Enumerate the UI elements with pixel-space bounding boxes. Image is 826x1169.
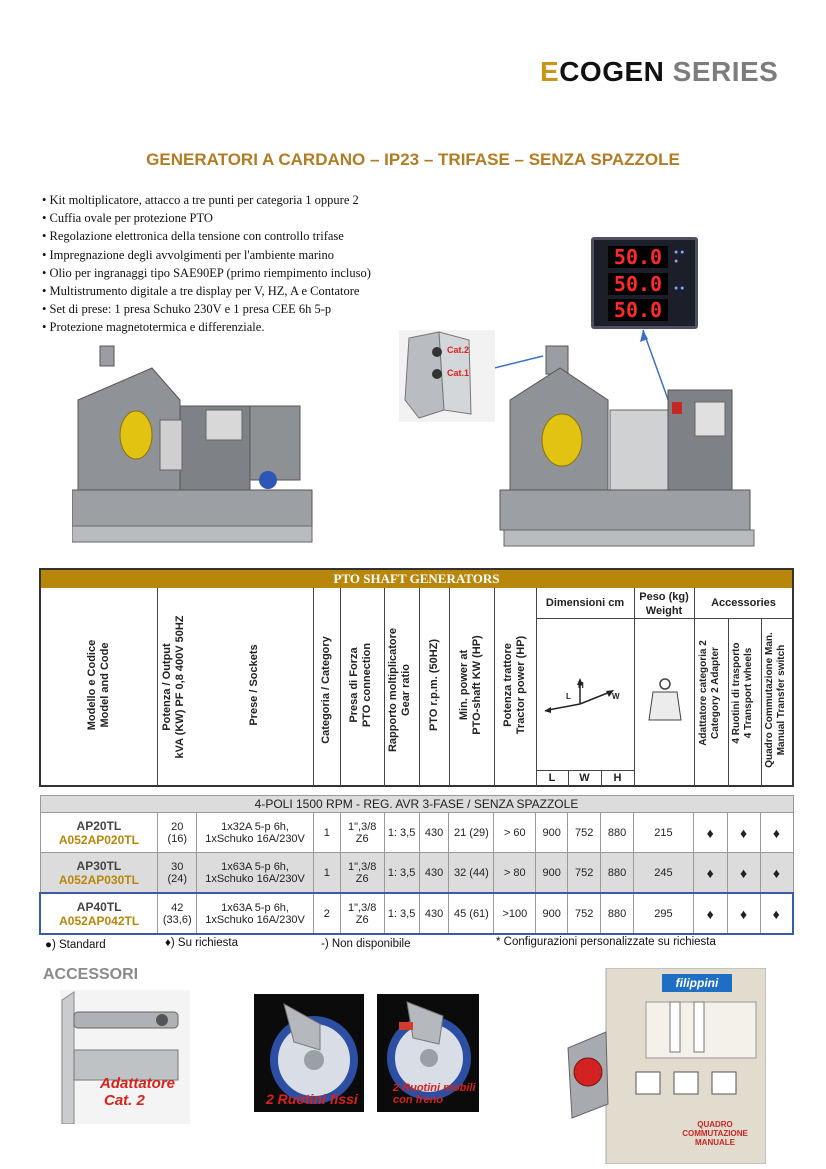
table-row bbox=[40, 813, 793, 853]
length-cell: 900 bbox=[536, 853, 568, 894]
header-sockets: Prese / Sockets bbox=[248, 644, 260, 726]
mobile-wheels-caption: 2 Ruotini mobili con freno bbox=[393, 1082, 476, 1106]
dim-col-w: W bbox=[579, 772, 590, 784]
table-row bbox=[40, 853, 793, 894]
display-reading-a: 50.0 bbox=[608, 299, 668, 321]
header-tractor: Potenza trattore Tractor power (HP) bbox=[502, 635, 527, 735]
acc-adapter-cell: ♦ bbox=[693, 853, 727, 894]
header-rpm: PTO r.p.m. (50HZ) bbox=[428, 638, 440, 732]
axis-l-label: L bbox=[566, 692, 571, 701]
model-cell: AP30TL A052AP030TL bbox=[40, 853, 158, 894]
transfer-switch-image bbox=[566, 968, 766, 1164]
axis-w-label: W bbox=[612, 692, 620, 701]
category-cell: 1 bbox=[313, 813, 340, 853]
minpower-cell: 45 (61) bbox=[449, 893, 494, 934]
sockets-cell: 1x63A 5-p 6h, 1xSchuko 16A/230V bbox=[197, 893, 314, 934]
brand-main: COGEN bbox=[559, 56, 665, 87]
sockets-cell: 1x63A 5-p 6h, 1xSchuko 16A/230V bbox=[197, 853, 314, 894]
header-pto: Presa di Forza PTO connection bbox=[348, 642, 373, 728]
length-cell: 900 bbox=[536, 893, 568, 934]
spec-table bbox=[39, 795, 794, 935]
header-accessories: Accessories bbox=[711, 597, 776, 609]
brand-initial: E bbox=[540, 56, 560, 87]
dim-col-l: L bbox=[548, 772, 556, 784]
power-cell: 20 (16) bbox=[158, 813, 197, 853]
header-dimensions: Dimensioni cm bbox=[545, 597, 625, 609]
legend-not-available: -) Non disponibile bbox=[321, 938, 411, 950]
panel-caption: QUADRO COMMUTAZIONE MANUALE bbox=[682, 1120, 748, 1147]
model-cell: AP40TL A052AP042TL bbox=[40, 893, 158, 934]
feature-item: • Kit moltiplicatore, attacco a tre punti per categoria 1 oppure 2 bbox=[42, 191, 371, 209]
pto-cell: 1",3/8 Z6 bbox=[340, 813, 384, 853]
header-model: Modello e Codice Model and Code bbox=[86, 639, 111, 731]
feature-item: • Set di prese: 1 presa Schuko 230V e 1 presa CEE 6h 5-p bbox=[42, 300, 371, 318]
cat2-label: Cat.2 bbox=[447, 345, 470, 355]
feature-item: • Olio per ingranaggi tipo SAE90EP (primo riempimento incluso) bbox=[42, 264, 371, 282]
acc-wheels-cell: ♦ bbox=[727, 853, 760, 894]
panel-brand: filippini bbox=[662, 974, 732, 992]
generator-left-image bbox=[72, 340, 322, 550]
brand-series: SERIES bbox=[672, 56, 779, 87]
header-category: Categoria / Category bbox=[320, 636, 332, 744]
power-cell: 30 (24) bbox=[158, 853, 197, 894]
height-cell: 880 bbox=[601, 853, 634, 894]
weight-icon bbox=[645, 676, 685, 724]
adapter-image bbox=[60, 990, 190, 1124]
generator-right-image bbox=[490, 340, 765, 552]
height-cell: 880 bbox=[601, 893, 634, 934]
acc-adapter-cell: ♦ bbox=[693, 893, 727, 934]
dim-col-h: H bbox=[613, 772, 622, 784]
power-cell: 42 (33,6) bbox=[158, 893, 197, 934]
accessories-title: ACCESSORI bbox=[43, 966, 139, 983]
length-cell: 900 bbox=[536, 813, 568, 853]
feature-item: • Protezione magnetotermica e differenziale. bbox=[42, 318, 371, 336]
display-reading-hz: 50.0 bbox=[608, 273, 668, 295]
gear-cell: 1: 3,5 bbox=[384, 893, 419, 934]
weight-cell: 215 bbox=[634, 813, 694, 853]
table-row bbox=[40, 893, 793, 934]
feature-item: • Cuffia ovale per protezione PTO bbox=[42, 209, 371, 227]
category-cell: 2 bbox=[313, 893, 340, 934]
page-title: GENERATORI A CARDANO – IP23 – TRIFASE – SENZA SPAZZOLE bbox=[146, 150, 680, 169]
header-minpower: Min. power at PTO-shaft KW (HP) bbox=[458, 635, 483, 735]
rpm-cell: 430 bbox=[419, 893, 449, 934]
gear-cell: 1: 3,5 bbox=[384, 813, 419, 853]
tractor-cell: > 80 bbox=[494, 853, 536, 894]
rpm-cell: 430 bbox=[419, 853, 449, 894]
acc-switch-cell: ♦ bbox=[760, 893, 793, 934]
acc-wheels-cell: ♦ bbox=[727, 813, 760, 853]
adapter-caption: Adattatore Cat. 2 bbox=[100, 1075, 176, 1109]
display-reading-v: 50.0 bbox=[608, 246, 668, 268]
acc-switch-cell: ♦ bbox=[760, 813, 793, 853]
category-cell: 1 bbox=[313, 853, 340, 894]
legend-standard: ●) Standard bbox=[45, 939, 106, 951]
weight-cell: 245 bbox=[634, 853, 694, 894]
acc-wheels-cell: ♦ bbox=[727, 893, 760, 934]
width-cell: 752 bbox=[568, 813, 601, 853]
cat1-label: Cat.1 bbox=[447, 368, 470, 378]
rpm-cell: 430 bbox=[419, 813, 449, 853]
acc-adapter-cell: ♦ bbox=[693, 813, 727, 853]
pto-cell: 1",3/8 Z6 bbox=[340, 853, 384, 894]
legend-on-request: ♦) Su richiesta bbox=[165, 937, 238, 949]
gear-cell: 1: 3,5 bbox=[384, 853, 419, 894]
section-heading: 4-POLI 1500 RPM - REG. AVR 3-FASE / SENZA SPAZZOLE bbox=[40, 796, 793, 813]
feature-item: • Regolazione elettronica della tensione con controllo trifase bbox=[42, 227, 371, 245]
legend-custom: * Configurazioni personalizzate su richiesta bbox=[496, 936, 716, 948]
feature-item: • Impregnazione degli avvolgimenti per l'ambiente marino bbox=[42, 246, 371, 264]
height-cell: 880 bbox=[601, 813, 634, 853]
indicator-leds: ● ● ● ● ● bbox=[674, 249, 685, 292]
table-title: PTO SHAFT GENERATORS bbox=[41, 570, 792, 588]
hitch-detail-image bbox=[399, 330, 495, 422]
feature-item: • Multistrumento digitale a tre display per V, HZ, A e Contatore bbox=[42, 282, 371, 300]
header-acc1: Adattatore categoria 2 Category 2 Adapter bbox=[698, 640, 721, 746]
fixed-wheels-caption: 2 Ruotini fissi bbox=[266, 1091, 358, 1107]
fixed-wheels-image bbox=[254, 994, 364, 1112]
weight-cell: 295 bbox=[634, 893, 694, 934]
header-weight: Peso (kg) Weight bbox=[639, 591, 689, 617]
header-gear: Rapporto moltiplicatore Gear ratio bbox=[387, 627, 412, 753]
sockets-cell: 1x32A 5-p 6h, 1xSchuko 16A/230V bbox=[197, 813, 314, 853]
model-cell: AP20TL A052AP020TL bbox=[40, 813, 158, 853]
header-acc3: Quadro Commutazione Man. Manual Transfer switch bbox=[764, 632, 787, 768]
axis-h-label: H bbox=[578, 681, 584, 690]
minpower-cell: 32 (44) bbox=[449, 853, 494, 894]
width-cell: 752 bbox=[568, 853, 601, 894]
header-power: Potenza / Output kVA (KW) PF 0,8 400V 50HZ bbox=[161, 615, 186, 759]
header-acc2: 4 Ruotini di trasporto 4 Transport wheels bbox=[731, 642, 754, 744]
mobile-wheels-image bbox=[377, 994, 479, 1112]
tractor-cell: >100 bbox=[494, 893, 536, 934]
tractor-cell: > 60 bbox=[494, 813, 536, 853]
acc-switch-cell: ♦ bbox=[760, 853, 793, 894]
pto-cell: 1",3/8 Z6 bbox=[340, 893, 384, 934]
minpower-cell: 21 (29) bbox=[449, 813, 494, 853]
width-cell: 752 bbox=[568, 893, 601, 934]
